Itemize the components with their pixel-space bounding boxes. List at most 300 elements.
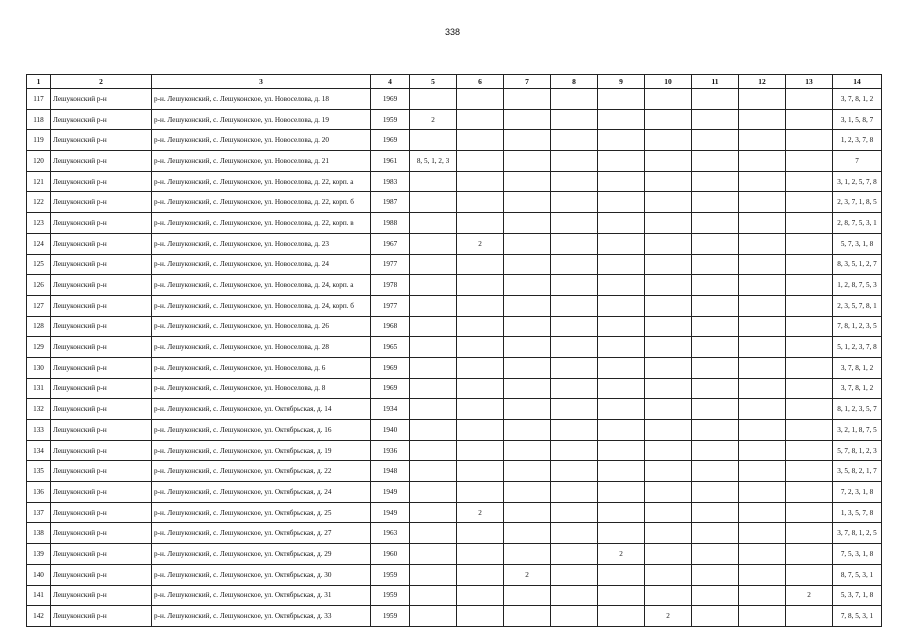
table-cell: [598, 357, 645, 378]
table-cell: [504, 254, 551, 275]
table-cell: 1968: [371, 316, 410, 337]
table-cell: 1949: [371, 482, 410, 503]
table-cell: р-н. Лешуконский, с. Лешуконское, ул. Октябрьская, д. 25: [152, 502, 371, 523]
table-cell: [786, 109, 833, 130]
table-row: [27, 606, 882, 627]
table-cell: р-н. Лешуконский, с. Лешуконское, ул. Новоселова, д. 20: [152, 130, 371, 151]
table-cell: [551, 357, 598, 378]
table-cell: [692, 378, 739, 399]
table-cell: р-н. Лешуконский, с. Лешуконское, ул. Новоселова, д. 22, корп. а: [152, 171, 371, 192]
table-cell: Лешуконский р-н: [51, 337, 152, 358]
column-header: 8: [551, 75, 598, 89]
table-cell: 2: [410, 109, 457, 130]
table-cell: [551, 213, 598, 234]
table-cell: [739, 523, 786, 544]
table-cell: [598, 130, 645, 151]
table-cell: [598, 337, 645, 358]
table-cell: р-н. Лешуконский, с. Лешуконское, ул. Новоселова, д. 21: [152, 151, 371, 172]
table-cell: 129: [27, 337, 51, 358]
table-cell: [739, 502, 786, 523]
table-cell: Лешуконский р-н: [51, 89, 152, 110]
table-cell: [598, 585, 645, 606]
table-cell: [410, 213, 457, 234]
table-cell: [645, 399, 692, 420]
table-cell: [504, 151, 551, 172]
page-number: 338: [444, 27, 461, 37]
table-cell: [504, 523, 551, 544]
table-cell: [457, 89, 504, 110]
table-cell: [739, 254, 786, 275]
table-cell: 3, 1, 2, 5, 7, 8: [833, 171, 882, 192]
table-cell: [692, 213, 739, 234]
table-cell: Лешуконский р-н: [51, 171, 152, 192]
table-cell: [410, 316, 457, 337]
table-cell: [786, 337, 833, 358]
column-header: 5: [410, 75, 457, 89]
table-cell: [551, 254, 598, 275]
column-header: 2: [51, 75, 152, 89]
table-cell: [504, 378, 551, 399]
table-cell: [551, 233, 598, 254]
table-cell: р-н. Лешуконский, с. Лешуконское, ул. Новоселова, д. 8: [152, 378, 371, 399]
table-cell: [598, 316, 645, 337]
table-cell: [504, 295, 551, 316]
table-cell: [739, 275, 786, 296]
table-cell: [739, 357, 786, 378]
table-cell: 133: [27, 420, 51, 441]
table-cell: [457, 295, 504, 316]
table-cell: [551, 420, 598, 441]
table-cell: [739, 606, 786, 627]
table-cell: [410, 357, 457, 378]
table-cell: 135: [27, 461, 51, 482]
table-cell: 8, 3, 5, 1, 2, 7: [833, 254, 882, 275]
table-cell: [739, 109, 786, 130]
table-cell: 2: [457, 233, 504, 254]
table-cell: [551, 109, 598, 130]
table-cell: [645, 109, 692, 130]
table-cell: [598, 523, 645, 544]
table-cell: 1959: [371, 585, 410, 606]
table-cell: [410, 585, 457, 606]
table-cell: [551, 440, 598, 461]
table-cell: 1965: [371, 337, 410, 358]
table-cell: 130: [27, 357, 51, 378]
table-cell: [739, 378, 786, 399]
table-cell: [739, 544, 786, 565]
table-cell: [551, 544, 598, 565]
table-cell: [786, 151, 833, 172]
table-cell: [645, 544, 692, 565]
table-cell: [410, 461, 457, 482]
column-header: 6: [457, 75, 504, 89]
table-cell: 2: [504, 564, 551, 585]
table-cell: [786, 564, 833, 585]
table-cell: 3, 1, 5, 8, 7: [833, 109, 882, 130]
table-cell: [410, 337, 457, 358]
table-cell: [504, 275, 551, 296]
table-cell: [504, 213, 551, 234]
table-cell: [692, 440, 739, 461]
table-cell: [410, 523, 457, 544]
table-cell: 139: [27, 544, 51, 565]
table-cell: 3, 7, 8, 1, 2: [833, 378, 882, 399]
table-cell: 142: [27, 606, 51, 627]
table-row: [27, 254, 882, 275]
table-cell: [457, 544, 504, 565]
table-cell: [598, 233, 645, 254]
table-cell: [645, 316, 692, 337]
table-cell: Лешуконский р-н: [51, 399, 152, 420]
table-cell: [739, 171, 786, 192]
table-cell: [645, 233, 692, 254]
table-cell: [457, 523, 504, 544]
table-cell: [692, 399, 739, 420]
table-cell: [692, 482, 739, 503]
table-cell: [645, 502, 692, 523]
table-cell: 5, 7, 3, 1, 8: [833, 233, 882, 254]
table-cell: [598, 109, 645, 130]
table-cell: [504, 606, 551, 627]
table-cell: р-н. Лешуконский, с. Лешуконское, ул. Новоселова, д. 22, корп. в: [152, 213, 371, 234]
table-row: [27, 337, 882, 358]
table-cell: 1, 2, 8, 7, 5, 3: [833, 275, 882, 296]
table-cell: Лешуконский р-н: [51, 420, 152, 441]
table-cell: Лешуконский р-н: [51, 357, 152, 378]
table-cell: [551, 564, 598, 585]
table-cell: [457, 606, 504, 627]
table-row: [27, 357, 882, 378]
table-cell: [457, 461, 504, 482]
table-cell: 1987: [371, 192, 410, 213]
table-row: [27, 89, 882, 110]
table-cell: Лешуконский р-н: [51, 585, 152, 606]
table-cell: 131: [27, 378, 51, 399]
table-cell: [598, 378, 645, 399]
table-cell: [457, 316, 504, 337]
column-header: 1: [27, 75, 51, 89]
table-cell: [692, 357, 739, 378]
table-cell: 126: [27, 275, 51, 296]
table-cell: [739, 399, 786, 420]
table-cell: [645, 585, 692, 606]
table-cell: р-н. Лешуконский, с. Лешуконское, ул. Октябрьская, д. 29: [152, 544, 371, 565]
table-cell: Лешуконский р-н: [51, 502, 152, 523]
table-cell: 1977: [371, 254, 410, 275]
table-cell: р-н. Лешуконский, с. Лешуконское, ул. Октябрьская, д. 16: [152, 420, 371, 441]
table-cell: 1960: [371, 544, 410, 565]
table-cell: [645, 295, 692, 316]
table-cell: [410, 295, 457, 316]
table-cell: [786, 89, 833, 110]
table-cell: [598, 171, 645, 192]
table-cell: [551, 482, 598, 503]
table-cell: [786, 254, 833, 275]
table-cell: [504, 440, 551, 461]
table-cell: [504, 502, 551, 523]
table-cell: [739, 482, 786, 503]
column-header: 4: [371, 75, 410, 89]
table-row: [27, 171, 882, 192]
table-cell: Лешуконский р-н: [51, 564, 152, 585]
table-cell: [410, 544, 457, 565]
table-cell: [786, 606, 833, 627]
table-cell: [457, 337, 504, 358]
table-cell: [692, 564, 739, 585]
table-cell: [551, 523, 598, 544]
table-cell: 123: [27, 213, 51, 234]
table-cell: 2: [645, 606, 692, 627]
table-cell: [598, 399, 645, 420]
table-cell: Лешуконский р-н: [51, 109, 152, 130]
table-cell: [786, 213, 833, 234]
table-cell: [504, 130, 551, 151]
table-cell: [645, 378, 692, 399]
table-cell: р-н. Лешуконский, с. Лешуконское, ул. Новоселова, д. 19: [152, 109, 371, 130]
table-row: [27, 502, 882, 523]
table-cell: [598, 564, 645, 585]
table-cell: [645, 523, 692, 544]
table-cell: [410, 482, 457, 503]
table-cell: 138: [27, 523, 51, 544]
table-cell: [504, 585, 551, 606]
column-header: 14: [833, 75, 882, 89]
table-cell: [692, 89, 739, 110]
table-cell: [786, 399, 833, 420]
table-cell: [692, 337, 739, 358]
table-cell: [739, 233, 786, 254]
table-row: [27, 295, 882, 316]
table-row: [27, 316, 882, 337]
table-cell: Лешуконский р-н: [51, 440, 152, 461]
table-cell: [410, 254, 457, 275]
table-cell: Лешуконский р-н: [51, 523, 152, 544]
table-row: [27, 420, 882, 441]
table-row: [27, 378, 882, 399]
table-cell: [645, 357, 692, 378]
table-cell: [692, 151, 739, 172]
table-cell: 2, 3, 5, 7, 8, 1: [833, 295, 882, 316]
table-cell: р-н. Лешуконский, с. Лешуконское, ул. Октябрьская, д. 22: [152, 461, 371, 482]
table-cell: Лешуконский р-н: [51, 151, 152, 172]
table-cell: 128: [27, 316, 51, 337]
table-cell: 119: [27, 130, 51, 151]
table-cell: Лешуконский р-н: [51, 213, 152, 234]
table-cell: р-н. Лешуконский, с. Лешуконское, ул. Октябрьская, д. 14: [152, 399, 371, 420]
table-cell: [598, 502, 645, 523]
table-cell: [739, 151, 786, 172]
table-cell: Лешуконский р-н: [51, 233, 152, 254]
table-cell: 125: [27, 254, 51, 275]
table-cell: 1969: [371, 357, 410, 378]
table-cell: [457, 564, 504, 585]
table-cell: р-н. Лешуконский, с. Лешуконское, ул. Новоселова, д. 24, корп. а: [152, 275, 371, 296]
table-cell: [410, 89, 457, 110]
table-cell: [410, 606, 457, 627]
table-cell: [645, 89, 692, 110]
table-cell: [692, 523, 739, 544]
table-cell: [551, 192, 598, 213]
table-cell: [739, 585, 786, 606]
table-cell: [457, 192, 504, 213]
table-cell: 5, 3, 7, 1, 8: [833, 585, 882, 606]
table-cell: [739, 130, 786, 151]
table-cell: [645, 213, 692, 234]
table-cell: [692, 420, 739, 441]
table-cell: [739, 316, 786, 337]
table-cell: [598, 461, 645, 482]
table-cell: [551, 130, 598, 151]
table-cell: 7, 8, 1, 2, 3, 5: [833, 316, 882, 337]
table-cell: [645, 337, 692, 358]
table-cell: [410, 275, 457, 296]
table-cell: 1988: [371, 213, 410, 234]
table-cell: [410, 233, 457, 254]
table-cell: р-н. Лешуконский, с. Лешуконское, ул. Новоселова, д. 6: [152, 357, 371, 378]
table-header-row: [27, 75, 882, 89]
table-cell: [598, 420, 645, 441]
table-cell: [739, 564, 786, 585]
table-cell: 124: [27, 233, 51, 254]
table-cell: 118: [27, 109, 51, 130]
table-row: [27, 233, 882, 254]
table-cell: [692, 192, 739, 213]
column-header: 13: [786, 75, 833, 89]
table-cell: р-н. Лешуконский, с. Лешуконское, ул. Новоселова, д. 28: [152, 337, 371, 358]
table-cell: 1936: [371, 440, 410, 461]
table-cell: [645, 564, 692, 585]
table-cell: 2: [786, 585, 833, 606]
table-cell: [645, 254, 692, 275]
table-cell: р-н. Лешуконский, с. Лешуконское, ул. Октябрьская, д. 24: [152, 482, 371, 503]
table-row: [27, 482, 882, 503]
table-cell: 1967: [371, 233, 410, 254]
table-cell: [739, 420, 786, 441]
table-cell: 1959: [371, 606, 410, 627]
table-cell: [786, 461, 833, 482]
table-cell: [504, 233, 551, 254]
table-cell: р-н. Лешуконский, с. Лешуконское, ул. Новоселова, д. 23: [152, 233, 371, 254]
table-cell: [645, 130, 692, 151]
table-cell: [410, 399, 457, 420]
table-cell: [786, 420, 833, 441]
table-cell: [504, 89, 551, 110]
table-cell: Лешуконский р-н: [51, 295, 152, 316]
table-row: [27, 151, 882, 172]
table-cell: [598, 89, 645, 110]
table-cell: 1978: [371, 275, 410, 296]
table-body: [27, 89, 882, 627]
table-cell: 3, 2, 1, 8, 7, 5: [833, 420, 882, 441]
table-cell: [786, 440, 833, 461]
table-cell: [504, 109, 551, 130]
table-cell: Лешуконский р-н: [51, 461, 152, 482]
table-cell: 5, 1, 2, 3, 7, 8: [833, 337, 882, 358]
table-cell: [551, 151, 598, 172]
table-cell: [692, 171, 739, 192]
housing-table: [26, 74, 882, 627]
table-cell: [457, 482, 504, 503]
table-row: [27, 109, 882, 130]
table-cell: 1959: [371, 564, 410, 585]
table-cell: [739, 337, 786, 358]
table-cell: [551, 606, 598, 627]
table-cell: 8, 5, 1, 2, 3: [410, 151, 457, 172]
table-cell: 1940: [371, 420, 410, 441]
table-cell: [786, 482, 833, 503]
table-cell: р-н. Лешуконский, с. Лешуконское, ул. Новоселова, д. 22, корп. б: [152, 192, 371, 213]
table-cell: [692, 295, 739, 316]
table-cell: [692, 254, 739, 275]
table-cell: 5, 7, 8, 1, 2, 3: [833, 440, 882, 461]
table-cell: [504, 420, 551, 441]
table-cell: р-н. Лешуконский, с. Лешуконское, ул. Октябрьская, д. 31: [152, 585, 371, 606]
table-cell: [692, 130, 739, 151]
table-cell: [457, 151, 504, 172]
table-cell: [786, 544, 833, 565]
table-cell: 2: [457, 502, 504, 523]
table-cell: [739, 89, 786, 110]
table-cell: [786, 130, 833, 151]
table-cell: 1963: [371, 523, 410, 544]
table-row: [27, 564, 882, 585]
table-cell: 1948: [371, 461, 410, 482]
table-cell: 1949: [371, 502, 410, 523]
table-cell: [457, 585, 504, 606]
table-cell: [457, 357, 504, 378]
table-cell: Лешуконский р-н: [51, 275, 152, 296]
table-cell: 2, 3, 7, 1, 8, 5: [833, 192, 882, 213]
table-cell: 7, 2, 3, 1, 8: [833, 482, 882, 503]
table-cell: [551, 337, 598, 358]
table-cell: [739, 295, 786, 316]
table-cell: [645, 482, 692, 503]
table-cell: [786, 295, 833, 316]
table-cell: [598, 482, 645, 503]
table-row: [27, 399, 882, 420]
table-cell: 136: [27, 482, 51, 503]
table-cell: 141: [27, 585, 51, 606]
table-cell: 134: [27, 440, 51, 461]
table-cell: [457, 378, 504, 399]
table-cell: [551, 502, 598, 523]
table-cell: 7, 8, 5, 3, 1: [833, 606, 882, 627]
table-cell: [739, 461, 786, 482]
table-cell: Лешуконский р-н: [51, 606, 152, 627]
table-cell: [457, 213, 504, 234]
table-cell: [410, 192, 457, 213]
table-cell: Лешуконский р-н: [51, 130, 152, 151]
table-cell: 7, 5, 3, 1, 8: [833, 544, 882, 565]
table-cell: 1969: [371, 89, 410, 110]
table-cell: р-н. Лешуконский, с. Лешуконское, ул. Новоселова, д. 26: [152, 316, 371, 337]
table-cell: [598, 213, 645, 234]
table-cell: [692, 275, 739, 296]
table-cell: р-н. Лешуконский, с. Лешуконское, ул. Октябрьская, д. 33: [152, 606, 371, 627]
table-cell: Лешуконский р-н: [51, 192, 152, 213]
table-cell: [410, 171, 457, 192]
table-cell: 132: [27, 399, 51, 420]
table-cell: [692, 502, 739, 523]
table-cell: [645, 420, 692, 441]
table-cell: р-н. Лешуконский, с. Лешуконское, ул. Октябрьская, д. 30: [152, 564, 371, 585]
table-cell: 8, 7, 5, 3, 1: [833, 564, 882, 585]
table-cell: 140: [27, 564, 51, 585]
table-cell: 1969: [371, 130, 410, 151]
table-cell: Лешуконский р-н: [51, 544, 152, 565]
column-header: 9: [598, 75, 645, 89]
table-cell: 7: [833, 151, 882, 172]
